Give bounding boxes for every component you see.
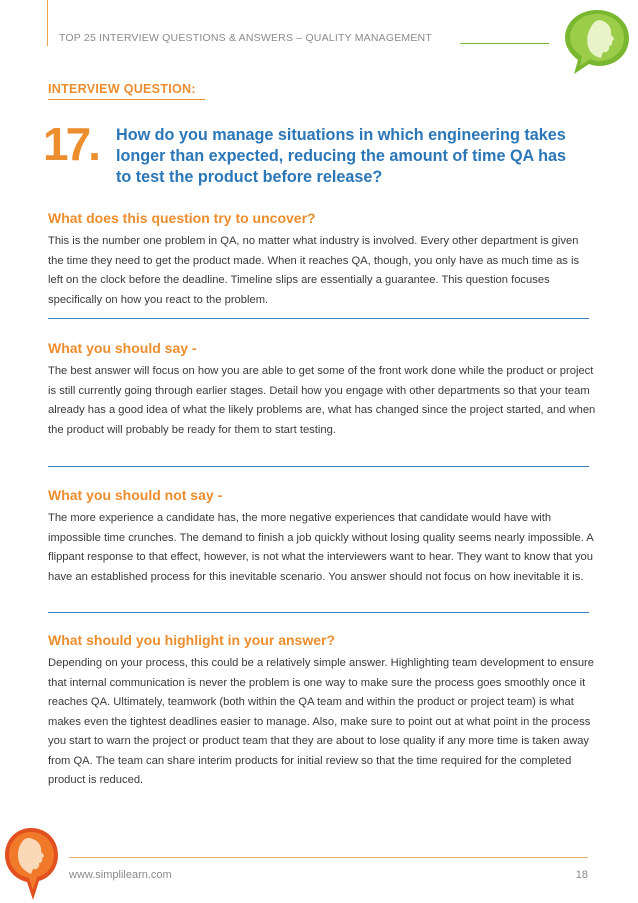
green-speech-bubble-logo-icon <box>560 4 634 78</box>
question-number: 17. <box>43 118 98 170</box>
section-body-should-say: The best answer will focus on how you are able to get some of the front work done while the product or project is still currently going through earlier stages. Detail how you engage with other departments so that your team already has a good idea of what the likely problems are, what has changed since the project started, and when the product will probably be ready for them to start testing. <box>48 365 596 436</box>
section-heading-uncover: What does this question try to uncover? <box>48 210 316 226</box>
section-heading-highlight: What should you highlight in your answer? <box>48 632 335 648</box>
section-divider <box>48 466 589 467</box>
section-divider <box>48 612 589 613</box>
section-body-should-not-say: The more experience a candidate has, the more negative experiences that candidate would have with impossible time crunches. The demand to finish a job quickly without losing quality seems nearly impossible. A flippant response to that effect, however, is not what the interviewers want to hear. They want to know that you have an established process for this inevitable scenario. You answer should not focus on how inevitable it is. <box>48 512 594 583</box>
section-heading-should-not-say: What you should not say - <box>48 487 223 503</box>
section-heading-should-say: What you should say - <box>48 340 197 356</box>
interview-question-label: INTERVIEW QUESTION: <box>48 82 196 96</box>
footer-divider <box>69 857 588 858</box>
page-number: 18 <box>575 869 588 881</box>
section-body-highlight: Depending on your process, this could be a relatively simple answer. Highlighting team development to ensure that internal communication is never the problem is one way to make sure the process goes smoothly once it reaches QA. Ultimately, teamwork (both within the QA team and within the product or project team) is what makes even the tightest deadlines easier to manage. Also, make sure to point out at what point in the process you start to warn the project or product team that they are about to lose quality if any more time is taken away from QA. The team can share interim products for initial review so that the time required for the completed product is reduced. <box>48 657 595 786</box>
header-underline <box>460 43 549 44</box>
footer-website-url: www.simplilearn.com <box>69 869 172 881</box>
orange-speech-bubble-logo-icon <box>2 822 60 902</box>
question-text: How do you manage situations in which engineering takes longer than expected, reducing the amount of time QA has to test the product before release? <box>116 126 567 186</box>
section-divider <box>48 318 589 319</box>
question-label-underline <box>48 99 205 100</box>
header-accent-line <box>47 0 48 46</box>
section-body-uncover: This is the number one problem in QA, no matter what industry is involved. Every other department is given the time they need to get the product made. When it reaches QA, though, you only have as much time as is left on the clock before the deadline. Timeline slips are essentially a guarantee. This question focuses specifically on how you react to the problem. <box>48 235 580 306</box>
header-title: TOP 25 INTERVIEW QUESTIONS & ANSWERS – QUALITY MANAGEMENT <box>59 32 432 44</box>
